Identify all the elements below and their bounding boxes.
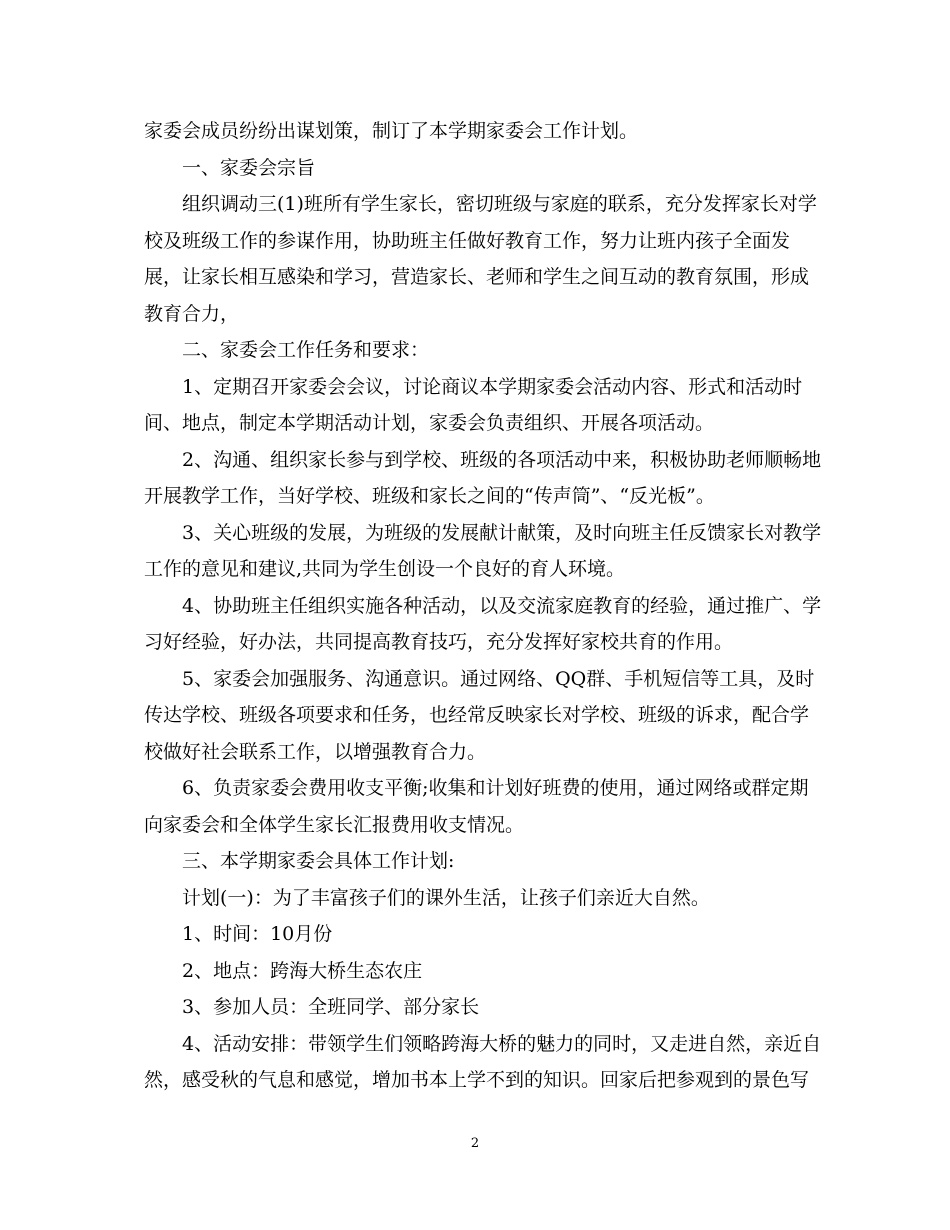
text-line: 组织调动三(1)班所有学生家长，密切班级与家庭的联系，充分发挥家长对学 — [182, 193, 817, 215]
section-heading-purpose: 一、家委会宗旨 — [182, 156, 316, 179]
text-line: 2、地点：跨海大桥生态农庄 — [182, 959, 423, 982]
text-line: 计划(一)：为了丰富孩子们的课外生活，让孩子们亲近大自然。 — [182, 886, 710, 909]
text-line: 4、协助班主任组织实施各种活动，以及交流家庭教育的经验，通过推广、学 — [182, 594, 822, 617]
text-line: 间、地点，制定本学期活动计划，家委会负责组织、开展各项活动。 — [144, 412, 715, 434]
text-line: 然，感受秋的气息和感觉，增加书本上学不到的知识。回家后把参观到的景色写 — [144, 1069, 810, 1091]
text-line: 4、活动安排：带领学生们领略跨海大桥的魅力的同时，又走进自然，亲近自 — [182, 1032, 822, 1055]
text-line: 3、关心班级的发展，为班级的发展献计献策，及时向班主任反馈家长对教学 — [182, 521, 822, 544]
text-line: 展，让家长相互感染和学习，营造家长、老师和学生之间互动的教育氛围，形成 — [144, 266, 810, 288]
section-heading-tasks: 二、家委会工作任务和要求： — [182, 339, 430, 361]
section-heading-plan: 三、本学期家委会具体工作计划: — [182, 850, 455, 872]
document-body — [144, 113, 822, 1099]
text-line: 工作的意见和建议,共同为学生创设一个良好的育人环境。 — [144, 558, 626, 580]
text-line: 传达学校、班级各项要求和任务，也经常反映家长对学校、班级的诉求，配合学 — [144, 704, 810, 726]
text-line: 1、定期召开家委会会议，讨论商议本学期家委会活动内容、形式和活动时 — [182, 375, 803, 398]
text-line: 3、参加人员：全班同学、部分家长 — [182, 996, 480, 1018]
text-line: 校做好社会联系工作，以增强教育合力。 — [144, 740, 487, 763]
text-line: 2、沟通、组织家长参与到学校、班级的各项活动中来，积极协助老师顺畅地 — [182, 448, 822, 471]
text-line: 1、时间：10月份 — [182, 923, 333, 945]
text-line: 开展教学工作，当好学校、班级和家长之间的“传声筒”、“反光板”。 — [144, 485, 715, 507]
text-line: 5、家委会加强服务、沟通意识。通过网络、QQ群、手机短信等工具，及时 — [182, 667, 815, 690]
page-number: 2 — [470, 1136, 480, 1151]
text-line: 教育合力， — [144, 302, 240, 325]
text-block — [144, 113, 822, 1099]
text-line: 6、负责家委会费用收支平衡;收集和计划好班费的使用，通过网络或群定期 — [182, 777, 809, 799]
text-line: 家委会成员纷纷出谋划策，制订了本学期家委会工作计划。 — [144, 120, 639, 142]
text-line: 校及班级工作的参谋作用，协助班主任做好教育工作，努力让班内孩子全面发 — [144, 229, 791, 252]
text-line: 向家委会和全体学生家长汇报费用收支情况。 — [144, 813, 525, 836]
text-line: 习好经验，好办法，共同提高教育技巧，充分发挥好家校共育的作用。 — [144, 631, 734, 653]
